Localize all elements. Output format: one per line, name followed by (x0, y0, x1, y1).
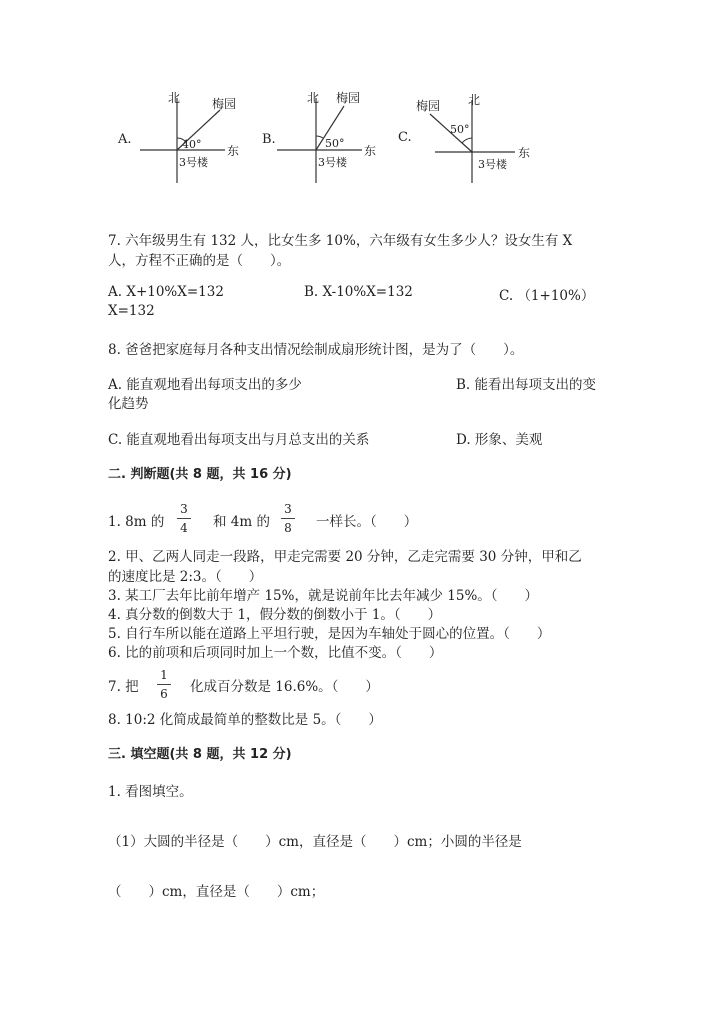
target-label: 梅园 (416, 99, 441, 113)
compass-figure-c (410, 88, 540, 188)
j7-post: 化成百分数是 16.6%。（ ） (190, 679, 379, 695)
q8-option-c: C. 能直观地看出每项支出与月总支出的关系 (108, 432, 370, 448)
building-label: 3号楼 (318, 156, 347, 169)
compass-figure-a (135, 88, 250, 188)
j3: 3. 某工厂去年比前年增产 15%，就是说前年比去年减少 15%。（ ） (108, 588, 539, 604)
j4: 4. 真分数的倒数大于 1，假分数的倒数小于 1。（ ） (108, 607, 442, 623)
east-label: 东 (227, 144, 240, 158)
q8-option-b: B. 能看出每项支出的变 (456, 377, 597, 393)
east-label: 东 (518, 146, 531, 160)
j8: 8. 10:2 化简成最简单的整数比是 5。（ ） (108, 712, 382, 728)
j7-pre: 7. 把 (108, 679, 139, 695)
building-label: 3号楼 (478, 158, 507, 171)
option-b-label: B. (262, 132, 276, 147)
fraction-3-4: 3 4 (174, 502, 194, 535)
target-label: 梅园 (336, 91, 361, 105)
option-a-label: A. (118, 132, 132, 147)
j1-mid: 和 4m 的 (213, 514, 270, 530)
j6: 6. 比的前项和后项同时加上一个数，比值不变。（ ） (108, 645, 443, 661)
q7-option-c: C. （1+10%） (499, 288, 595, 304)
f1-sub2: （ ）cm，直径是（ ）cm； (108, 884, 325, 900)
north-label: 北 (468, 93, 481, 107)
q7-option-a: A. X+10%X=132 (108, 284, 224, 300)
north-label: 北 (307, 91, 320, 105)
angle-label: 50° (325, 137, 345, 150)
j2-line2: 的速度比是 2:3。（ ） (108, 569, 263, 585)
fraction-3-8: 3 8 (278, 502, 298, 535)
f1: 1. 看图填空。 (108, 784, 193, 800)
q8-option-b-cont: 化趋势 (108, 396, 149, 412)
q7-option-c-cont: X=132 (108, 303, 155, 319)
east-label: 东 (364, 144, 377, 158)
angle-label: 50° (450, 123, 470, 136)
compass-figure-b (272, 88, 387, 188)
fraction-1-6: 1 6 (154, 668, 174, 701)
angle-label: 40° (182, 138, 202, 151)
j1-post: 一样长。（ ） (316, 514, 418, 530)
j5: 5. 自行车所以能在道路上平坦行驶，是因为车轴处于圆心的位置。（ ） (108, 626, 551, 642)
building-label: 3号楼 (179, 156, 208, 169)
q8-stem: 8. 爸爸把家庭每月各种支出情况绘制成扇形统计图，是为了（ ）。 (108, 342, 524, 358)
q8-option-d: D. 形象、美观 (456, 432, 543, 448)
f1-sub1: （1）大圆的半径是（ ）cm，直径是（ ）cm；小圆的半径是 (108, 834, 522, 850)
q7-stem-line1: 7. 六年级男生有 132 人，比女生多 10%，六年级有女生多少人？设女生有 X (108, 233, 573, 249)
north-label: 北 (168, 91, 181, 105)
section-3-title: 三. 填空题(共 8 题，共 12 分) (108, 747, 292, 762)
j2-line1: 2. 甲、乙两人同走一段路，甲走完需要 20 分钟，乙走完需要 30 分钟，甲和乙 (108, 549, 582, 565)
q7-stem-line2: 人，方程不正确的是（ ）。 (108, 253, 291, 269)
section-2-title: 二. 判断题(共 8 题，共 16 分) (108, 467, 292, 482)
j1-pre: 1. 8m 的 (108, 514, 165, 530)
q7-option-b: B. X-10%X=132 (304, 284, 413, 300)
q8-option-a: A. 能直观地看出每项支出的多少 (108, 377, 302, 393)
target-label: 梅园 (212, 97, 237, 111)
option-c-label: C. (398, 130, 412, 145)
